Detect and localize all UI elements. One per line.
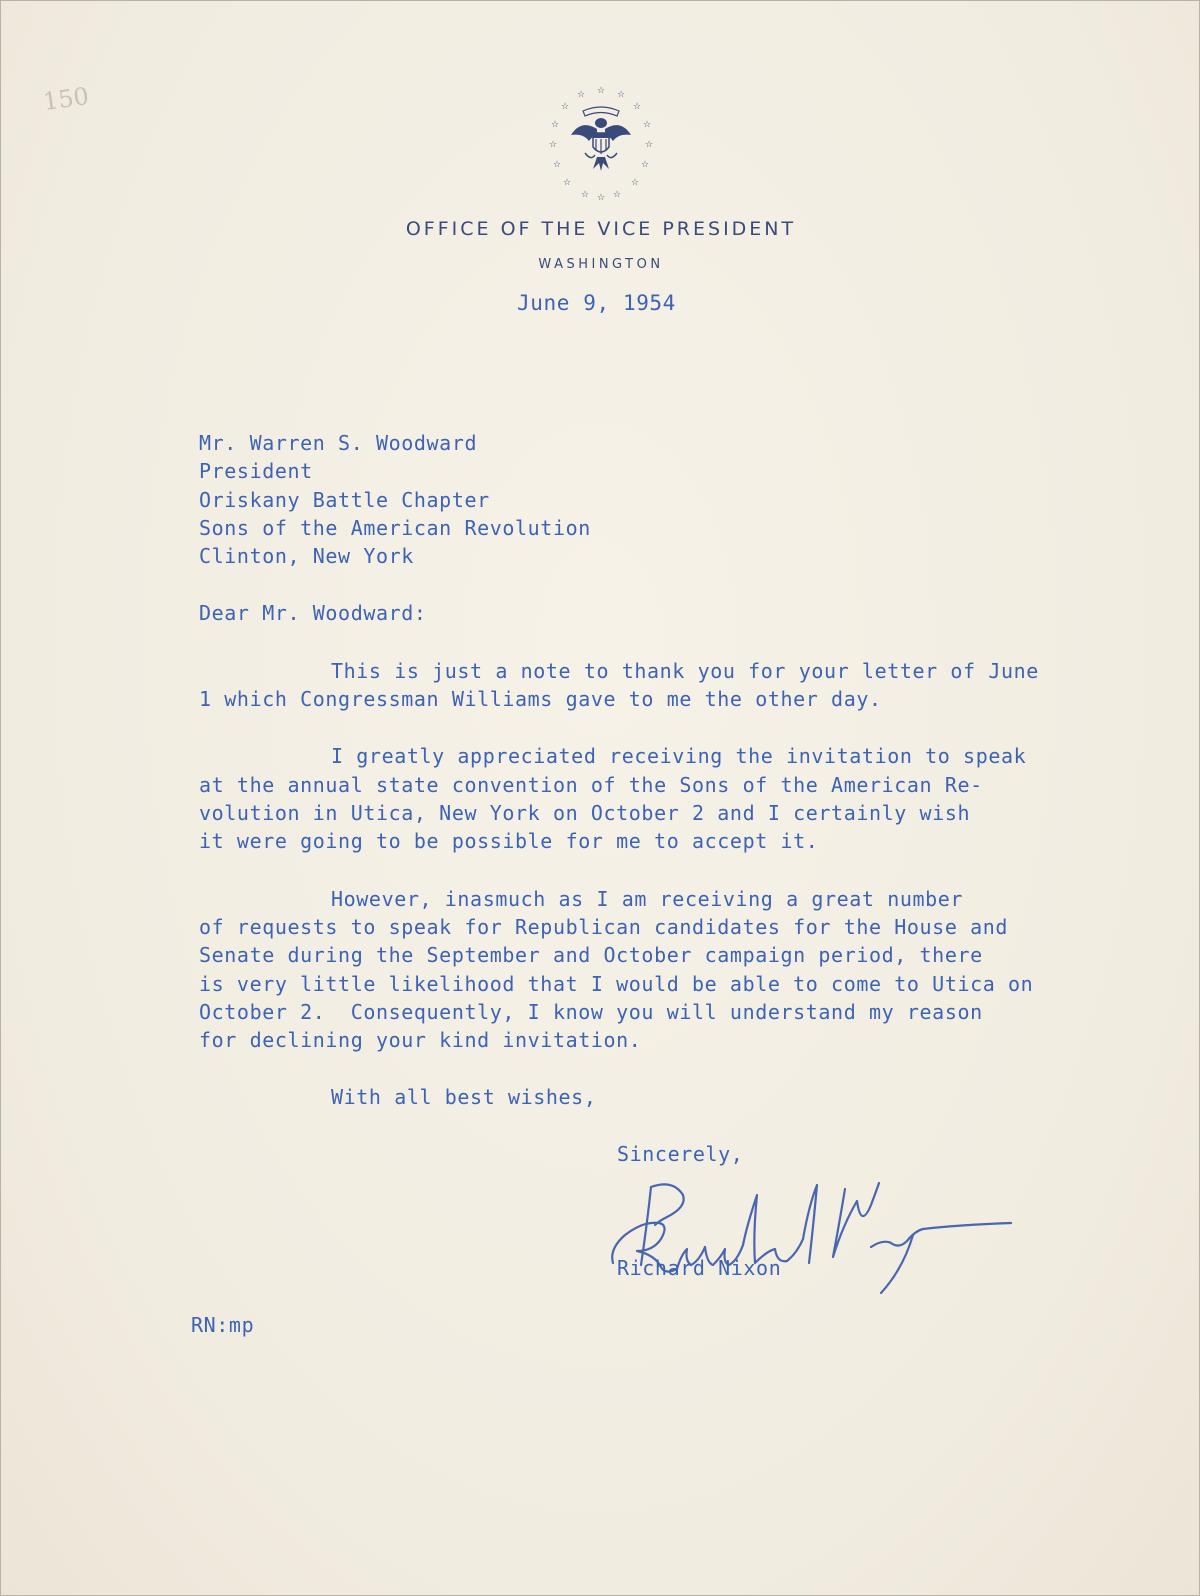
svg-text:☆: ☆ <box>552 160 562 170</box>
body-line: October 2. Consequently, I know you will understand my reason <box>199 1000 983 1024</box>
body-line: volution in Utica, New York on October 2 and I certainly wish <box>199 801 971 825</box>
svg-text:☆: ☆ <box>576 90 586 100</box>
svg-text:☆: ☆ <box>580 190 590 200</box>
svg-text:☆: ☆ <box>616 90 626 100</box>
closing-wish: With all best wishes, <box>331 1085 597 1109</box>
svg-text:☆: ☆ <box>632 102 642 112</box>
svg-text:☆: ☆ <box>596 86 606 96</box>
body-line: However, inasmuch as I am receiving a great number <box>331 887 964 911</box>
recipient-line: Oriskany Battle Chapter <box>199 488 490 512</box>
svg-text:☆: ☆ <box>642 120 652 130</box>
recipient-line: Sons of the American Revolution <box>199 516 591 540</box>
body-line: 1 which Congressman Williams gave to me the other day. <box>199 687 882 711</box>
reference-initials: RN:mp <box>191 1313 255 1337</box>
svg-text:☆: ☆ <box>640 160 650 170</box>
letter-date: June 9, 1954 <box>517 291 676 315</box>
svg-text:☆: ☆ <box>548 140 558 150</box>
letterhead-office: OFFICE OF THE VICE PRESIDENT <box>405 218 797 240</box>
body-line: I greatly appreciated receiving the invitation to speak <box>331 744 1027 768</box>
body-line: for declining your kind invitation. <box>199 1028 642 1052</box>
pencil-note: 150 <box>41 81 91 117</box>
closing: Sincerely, <box>617 1142 744 1166</box>
body-line: at the annual state convention of the Sons of the American Re- <box>199 773 983 797</box>
svg-text:☆: ☆ <box>560 102 570 112</box>
body-line: it were going to be possible for me to accept it. <box>199 829 819 853</box>
recipient-line: President <box>199 459 313 483</box>
body-line: is very little likelihood that I would be able to come to Utica on <box>199 972 1034 996</box>
body-line: of requests to speak for Republican candidates for the House and <box>199 915 1009 939</box>
svg-text:☆: ☆ <box>612 190 622 200</box>
svg-text:☆: ☆ <box>596 193 606 203</box>
svg-text:☆: ☆ <box>630 178 640 188</box>
salutation: Dear Mr. Woodward: <box>199 601 427 625</box>
vice-presidential-seal-icon <box>541 83 661 203</box>
recipient-line: Mr. Warren S. Woodward <box>199 431 478 455</box>
signer-name: Richard Nixon <box>617 1256 782 1280</box>
svg-text:☆: ☆ <box>550 120 560 130</box>
body-line: Senate during the September and October campaign period, there <box>199 943 983 967</box>
recipient-line: Clinton, New York <box>199 544 414 568</box>
svg-text:☆: ☆ <box>562 178 572 188</box>
svg-text:☆: ☆ <box>644 140 654 150</box>
letterhead-city: WASHINGTON <box>538 257 664 272</box>
body-line: This is just a note to thank you for your letter of June <box>331 659 1039 683</box>
